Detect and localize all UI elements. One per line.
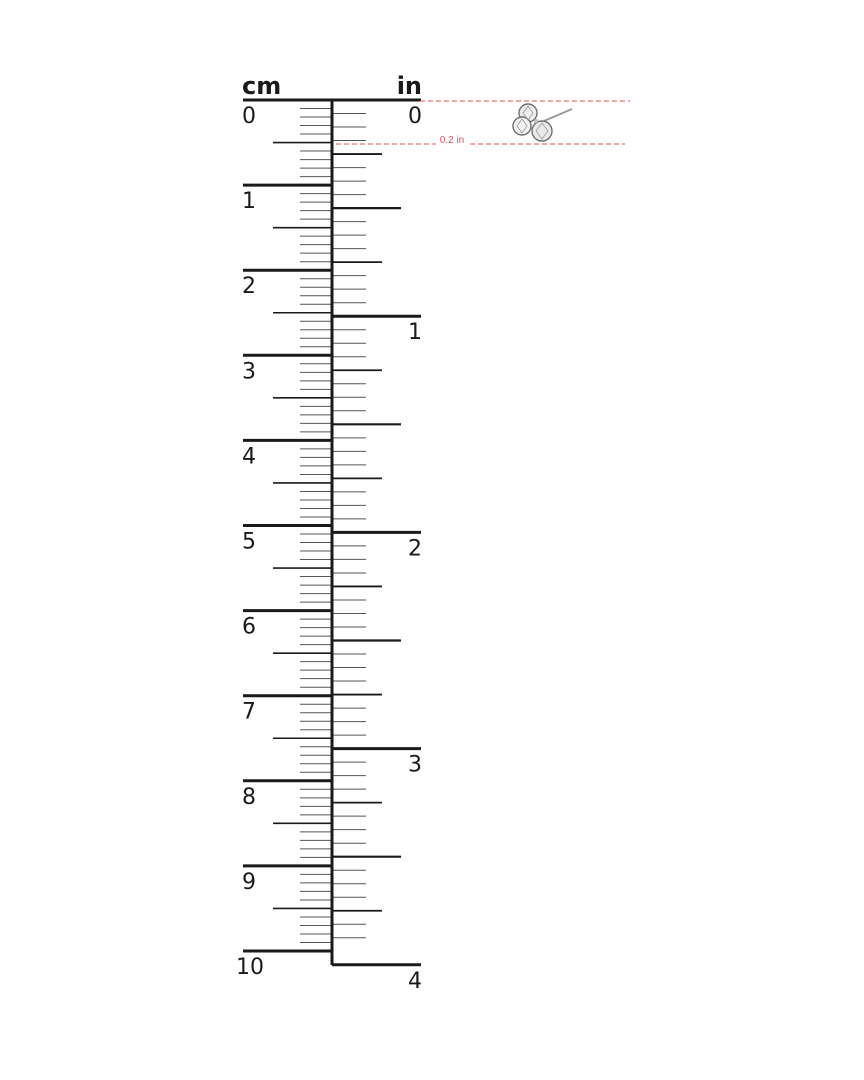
- cm-number-label: 10: [236, 955, 264, 980]
- in-number-label: 4: [408, 968, 422, 994]
- in-unit-label: in: [396, 72, 422, 100]
- cm-number-label: 8: [242, 784, 256, 810]
- in-number-label: 0: [408, 104, 422, 129]
- cm-number-label: 4: [242, 444, 256, 470]
- cm-number-label: 6: [242, 614, 256, 640]
- measurement-label: 0.2 in: [439, 135, 465, 146]
- cm-unit-label: cm: [242, 72, 282, 100]
- three-stone-stud-earring-icon: [513, 104, 572, 141]
- cm-number-label: 1: [242, 189, 256, 215]
- cm-number-label: 9: [242, 869, 256, 895]
- cm-scale: [236, 100, 332, 980]
- cm-number-label: 3: [242, 359, 256, 385]
- in-number-label: 3: [408, 752, 422, 778]
- measurement-guides: [336, 101, 630, 146]
- cm-number-label: 2: [242, 274, 256, 300]
- in-number-label: 1: [408, 320, 422, 346]
- in-scale: [332, 100, 422, 994]
- cm-number-label: 7: [242, 699, 256, 725]
- in-number-label: 2: [408, 536, 422, 562]
- cm-number-label: 0: [242, 104, 256, 129]
- cm-number-label: 5: [242, 529, 256, 555]
